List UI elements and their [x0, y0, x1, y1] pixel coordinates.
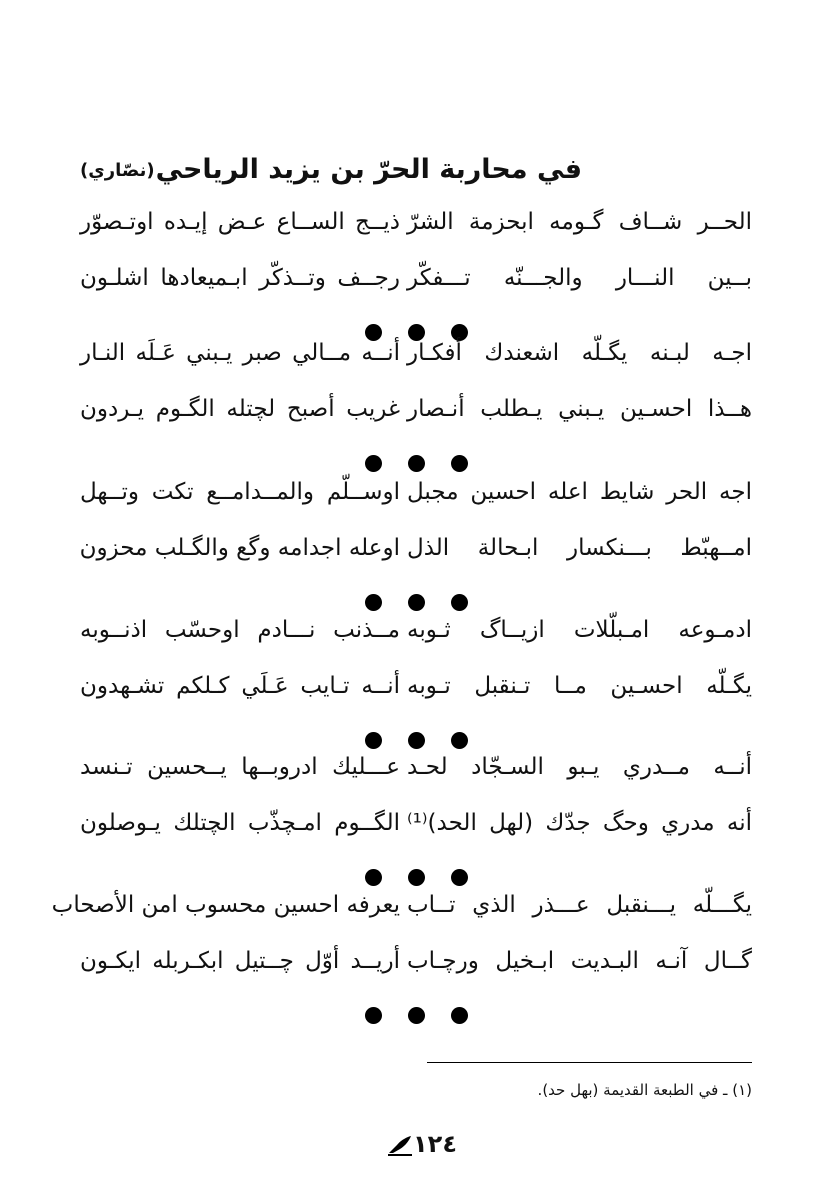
verse-line: [80, 664, 752, 720]
verse-second-hemistich: أريــد أوّل چــتيل ابكـربله ايكـون: [80, 948, 400, 974]
verse-second-hemistich: اوعله اجدامه وگع والگـلب محزون: [79, 535, 400, 561]
bullet-dot-icon: [408, 1007, 425, 1024]
verse-first-hemistich: ادمـوعه امـبلّلات ازيــاگ ثـوبه: [407, 617, 752, 643]
stanza: [80, 470, 752, 622]
verse-first-hemistich: أنــه مــدري يـبو السـجّاد لحـد: [407, 754, 752, 780]
verse-first-hemistich: گــال آنـه البـديت ابـخيل ورچـاب: [407, 948, 752, 974]
verse-line: [80, 608, 752, 664]
verse-second-hemistich: الگــوم امـچذّب الچتلك يـوصلون: [80, 810, 400, 836]
verse-second-hemistich: يعرفه احسين محسوب امن الأصحاب: [51, 892, 400, 918]
stanza: [80, 200, 752, 352]
bullet-dot-icon: [365, 1007, 382, 1024]
verse-first-hemistich: يگـــلّه يـــنقبل عـــذر الذي تــاب: [407, 892, 752, 918]
stanza: [51, 883, 752, 1035]
verse-first-hemistich: الحــر شــاف گـومه ابحزمة الشرّ: [407, 209, 752, 235]
verse-first-hemistich: يگـلّه احسـين مــا تـنقبل تـوبه: [407, 673, 752, 699]
verse-second-hemistich: أنــه تـايب عَـلَي كـلكم تشـهدون: [80, 673, 400, 699]
verse-line: [80, 801, 752, 857]
verse-first-hemistich: بــين النـــار والجـــنّه تـــفكّر: [407, 265, 752, 291]
poem-meter: (نصّاري): [80, 160, 155, 181]
verse-line: [80, 256, 752, 312]
poem-title: في محاربة الحرّ بن يزيد الرياحي: [155, 154, 582, 185]
verse-second-hemistich: غريب أصبح لچتله الگـوم يـردون: [80, 396, 400, 422]
verse-line: [80, 331, 752, 387]
stanza: [80, 331, 752, 483]
poem-header: [80, 150, 752, 196]
verse-line: [51, 883, 752, 939]
stanza: [80, 608, 752, 760]
verse-first-hemistich: هــذا احسـين يـبني يـطلب أنـصار: [407, 396, 752, 422]
stanza-divider: [80, 995, 752, 1035]
footnote-divider: [427, 1062, 752, 1063]
verse-first-hemistich: اجـه لبـنه يگـلّه اشعندك أفكـار: [407, 340, 752, 366]
page-number: [382, 1126, 462, 1162]
page-number-text: ١٢٤: [413, 1130, 457, 1158]
verse-first-hemistich: اجه الحر شايط اعله احسين مجبل: [407, 479, 752, 505]
bullet-dot-icon: [451, 1007, 468, 1024]
verse-second-hemistich: عـــليك ادروبــها يــحسين تـنسد: [80, 754, 400, 780]
verse-line: [80, 939, 752, 995]
verse-second-hemistich: أنــه مــالي صبر يـبني عَـلَه النـار: [80, 340, 400, 366]
verse-line: [80, 470, 752, 526]
footnote: (١) ـ في الطبعة القديمة (بهل حد).: [537, 1081, 752, 1099]
verse-second-hemistich: رجــف وتــذكّر ابـميعادها اشلـون: [80, 265, 400, 291]
verse-first-hemistich: امــهبّط بـــنكسار ابـحالة الذل: [407, 535, 752, 561]
verse-line: [80, 200, 752, 256]
verse-second-hemistich: ذيــج الســاع عـض إيـده اوتـصوّر: [80, 209, 400, 235]
verse-first-hemistich: أنه مدري وحگ جدّك (لهل الحد)⁽¹⁾: [407, 810, 752, 836]
verse-second-hemistich: مــذنب نـــادم اوحسّب اذنــوبه: [80, 617, 400, 643]
verse-second-hemistich: اوســلّم والمــدامــع تكت وتــهل: [80, 479, 400, 505]
stanza: [80, 745, 752, 897]
verse-line: [80, 745, 752, 801]
verse-line: [80, 387, 752, 443]
verse-line: [80, 526, 752, 582]
quill-ornament-icon: [387, 1134, 413, 1156]
